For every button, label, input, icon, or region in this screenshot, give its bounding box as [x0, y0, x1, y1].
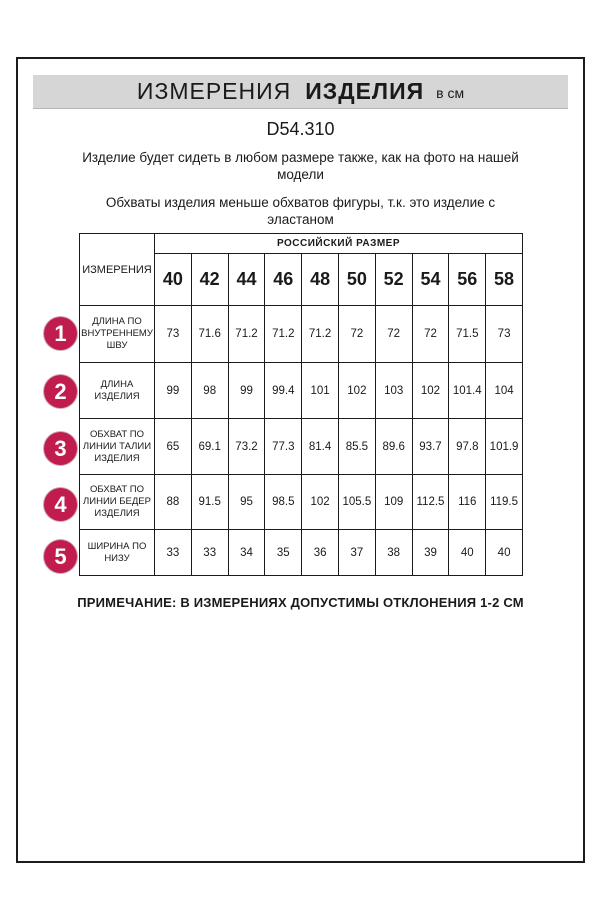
measurement-value: 72 [375, 306, 412, 363]
units-label: в см [436, 85, 465, 101]
measurement-value: 37 [338, 530, 375, 576]
measurement-value: 33 [191, 530, 228, 576]
measurement-value: 40 [449, 530, 486, 576]
size-header: 52 [375, 254, 412, 306]
size-header: 54 [412, 254, 449, 306]
measurement-value: 98.5 [265, 475, 302, 530]
measurement-value: 101 [302, 363, 339, 419]
measurement-value: 98 [191, 363, 228, 419]
measurement-value: 95 [228, 475, 265, 530]
size-header: 58 [486, 254, 523, 306]
table-row [80, 475, 523, 530]
product-code: D54.310 [266, 119, 335, 139]
measurement-value: 88 [155, 475, 192, 530]
table-row [80, 363, 523, 419]
measurement-value: 116 [449, 475, 486, 530]
measurement-value: 112.5 [412, 475, 449, 530]
measurement-value: 101.4 [449, 363, 486, 419]
measurement-value: 89.6 [375, 419, 412, 475]
measurements-table [79, 233, 523, 576]
measurement-value: 99 [155, 363, 192, 419]
row-label: ДЛИНА ИЗДЕЛИЯ [80, 363, 155, 419]
row-number-badge-4: 4 [44, 488, 77, 521]
measurement-value: 85.5 [338, 419, 375, 475]
measurement-value: 65 [155, 419, 192, 475]
measurement-value: 39 [412, 530, 449, 576]
size-group-header: РОССИЙСКИЙ РАЗМЕР [155, 234, 523, 254]
measurement-value: 33 [155, 530, 192, 576]
measurement-value: 77.3 [265, 419, 302, 475]
corner-header-cell: ИЗМЕРЕНИЯ [80, 234, 155, 306]
measurement-value: 102 [338, 363, 375, 419]
measurement-value: 102 [302, 475, 339, 530]
row-number-badge-5: 5 [44, 540, 77, 573]
measurement-value: 109 [375, 475, 412, 530]
row-number-badge-2: 2 [44, 375, 77, 408]
row-label: ДЛИНА ПО ВНУТРЕННЕМУ ШВУ [80, 306, 155, 363]
page-title-emphasis: ИЗДЕЛИЯ [305, 78, 425, 104]
table-row [80, 306, 523, 363]
measurement-value: 72 [338, 306, 375, 363]
measurement-value: 103 [375, 363, 412, 419]
measurement-value: 73.2 [228, 419, 265, 475]
measurement-value: 104 [486, 363, 523, 419]
measurement-value: 105.5 [338, 475, 375, 530]
measurement-value: 69.1 [191, 419, 228, 475]
title-bar [33, 75, 568, 109]
row-label: ОБХВАТ ПО ЛИНИИ БЕДЕР ИЗДЕЛИЯ [80, 475, 155, 530]
measurement-value: 73 [486, 306, 523, 363]
row-label: ШИРИНА ПО НИЗУ [80, 530, 155, 576]
size-header: 40 [155, 254, 192, 306]
measurement-value: 102 [412, 363, 449, 419]
measurement-value: 71.5 [449, 306, 486, 363]
size-header: 44 [228, 254, 265, 306]
measurement-value: 73 [155, 306, 192, 363]
size-header: 48 [302, 254, 339, 306]
measurement-value: 91.5 [191, 475, 228, 530]
measurement-value: 81.4 [302, 419, 339, 475]
measurement-value: 71.6 [191, 306, 228, 363]
page-title: ИЗМЕРЕНИЯ [136, 78, 292, 104]
size-header: 46 [265, 254, 302, 306]
measurement-value: 97.8 [449, 419, 486, 475]
table-group-header-row [80, 234, 523, 254]
fit-note: Изделие будет сидеть в любом размере также, как на фото на нашей модели [82, 150, 519, 182]
size-header: 50 [338, 254, 375, 306]
table-row [80, 419, 523, 475]
measurement-value: 99.4 [265, 363, 302, 419]
tolerance-note: ПРИМЕЧАНИЕ: В ИЗМЕРЕНИЯХ ДОПУСТИМЫ ОТКЛОНЕНИЯ 1-2 СМ [77, 595, 524, 610]
measurement-value: 93.7 [412, 419, 449, 475]
measurement-value: 71.2 [265, 306, 302, 363]
size-header: 42 [191, 254, 228, 306]
row-label: ОБХВАТ ПО ЛИНИИ ТАЛИИ ИЗДЕЛИЯ [80, 419, 155, 475]
elastane-note: Обхваты изделия меньше обхватов фигуры, т.к. это изделие с эластаном [105, 195, 496, 227]
measurement-value: 38 [375, 530, 412, 576]
row-number-badge-3: 3 [44, 432, 77, 465]
measurement-value: 36 [302, 530, 339, 576]
measurement-value: 40 [486, 530, 523, 576]
measurement-value: 35 [265, 530, 302, 576]
measurement-value: 72 [412, 306, 449, 363]
measurement-value: 71.2 [302, 306, 339, 363]
measurement-value: 99 [228, 363, 265, 419]
size-header: 56 [449, 254, 486, 306]
measurement-value: 34 [228, 530, 265, 576]
measurement-value: 119.5 [486, 475, 523, 530]
measurement-value: 71.2 [228, 306, 265, 363]
table-row [80, 530, 523, 576]
row-number-badge-1: 1 [44, 317, 77, 350]
size-chart-frame [16, 57, 585, 863]
measurement-value: 101.9 [486, 419, 523, 475]
